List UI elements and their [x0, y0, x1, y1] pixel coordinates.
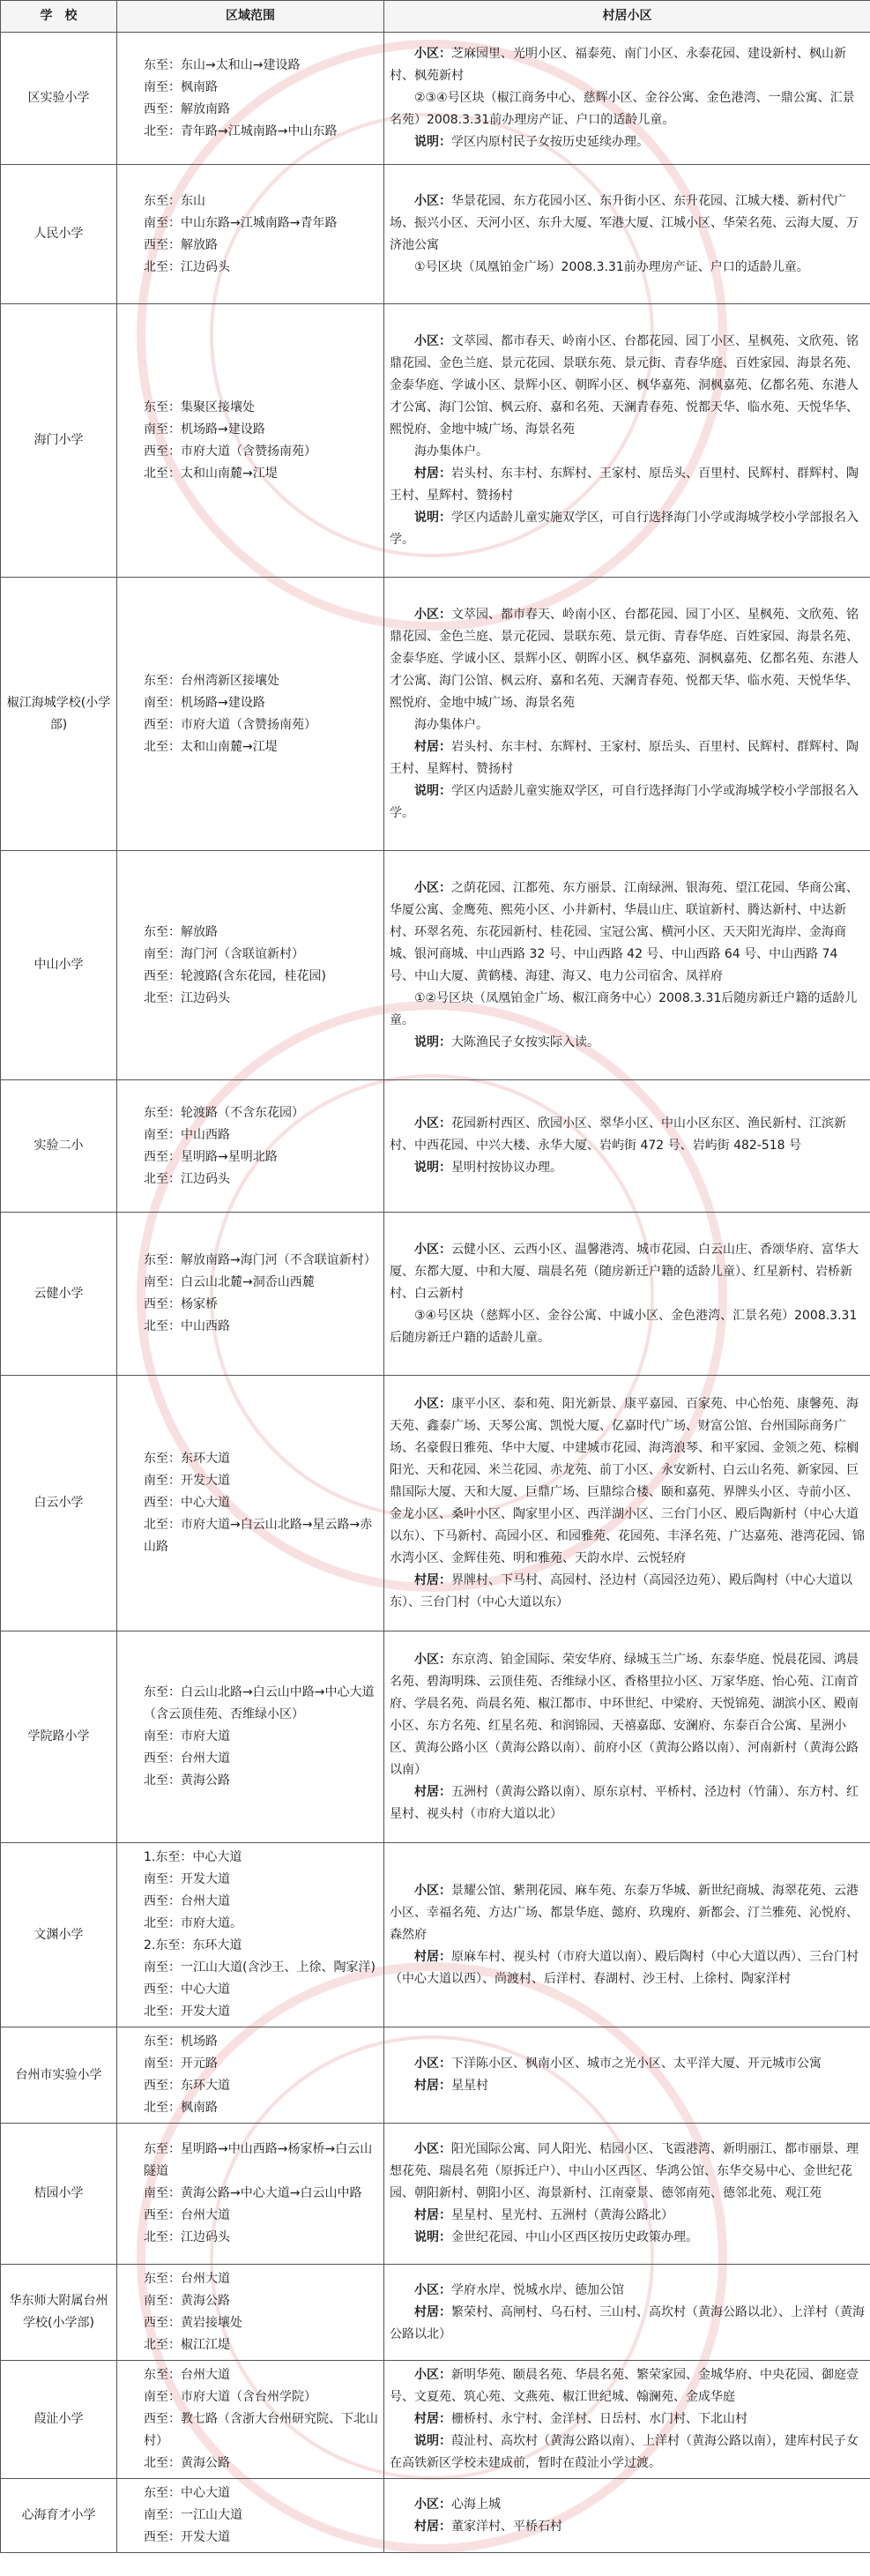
paragraph-text: 学区内适龄儿童实施双学区，可自行选择海门小学或海城学校小学部报名入学。 — [390, 510, 859, 547]
area-line: 北至：江边码头 — [144, 259, 230, 274]
community-list — [384, 2479, 870, 2553]
paragraph-label: 小区： — [414, 1396, 451, 1411]
community-paragraph — [390, 43, 865, 87]
table-row — [1, 2361, 870, 2479]
paragraph-text: 芝麻园里、光明小区、福泰苑、南门小区、永泰花园、建设新村、枫山新村、枫苑新村 — [390, 47, 846, 83]
school-name: 桔园小学 — [1, 2124, 117, 2265]
area-line: 北至：黄海公路 — [144, 1773, 230, 1788]
area-range — [117, 1213, 384, 1376]
area-range — [117, 1843, 384, 2027]
paragraph-label: 村居： — [414, 2208, 451, 2222]
area-range — [117, 165, 384, 304]
area-line: 西至：台州大道 — [144, 1751, 230, 1766]
area-line: 东至：东山→太和山→建设路 — [144, 57, 301, 72]
school-name: 实验二小 — [1, 1080, 117, 1213]
area-line: 西至：台州大道 — [144, 1894, 230, 1908]
area-line: 北至：椒江江堤 — [144, 2338, 230, 2352]
community-paragraph — [390, 87, 865, 131]
paragraph-text: 阳光国际公寓、同人阳光、桔园小区、飞霞港湾、新明丽江、都市丽景、理想花苑、瑞晨名苑（原拆迁户）、中山小区西区、华鸿公馆、东华交易中心、金世纪花园、朝阳新村、朝阳小区、海景新村、江南豪景、德邻南苑、德邻北苑、观江苑 — [390, 2142, 859, 2200]
area-line: 南至：市府大道 — [144, 1729, 230, 1743]
community-paragraph — [390, 1305, 865, 1349]
area-line: 西至：东环大道 — [144, 2079, 230, 2093]
school-name: 区实验小学 — [1, 33, 117, 165]
area-range — [117, 578, 384, 851]
area-line: 西至：星明路→星明北路 — [144, 1149, 278, 1164]
area-range — [117, 851, 384, 1080]
community-list — [384, 578, 870, 851]
paragraph-label: 说明： — [414, 2434, 451, 2448]
community-paragraph — [390, 2430, 865, 2475]
paragraph-text: 景耀公馆、紫荆花园、麻车苑、东泰万华城、新世纪商城、海翠花苑、云港小区、幸福名苑、方达广场、都景华庭、懿府、玖瑰府、新都会、汀兰雅苑、沁悦府、森然府 — [390, 1883, 859, 1942]
area-range — [117, 1631, 384, 1843]
header-community: 村居小区 — [384, 1, 870, 33]
paragraph-text: 金世纪花园、中山小区西区按历史政策办理。 — [451, 2230, 698, 2244]
table-row — [1, 1213, 870, 1376]
paragraph-label: 村居： — [414, 1572, 451, 1587]
community-paragraph — [390, 2053, 865, 2075]
paragraph-text: 花园新村西区、欣园小区、翠华小区、中山小区东区、渔民新村、江滨新村、中西花园、中兴大楼、永华大厦、岩屿街 472 号、岩屿街 482-518 号 — [390, 1116, 846, 1153]
area-line: 南至：一江山大道 — [144, 2508, 242, 2522]
paragraph-text: 五洲村（黄海公路以南）、原东京村、平桥村、泾边村（竹蒲）、东方村、红星村、视头村（市府大道以北） — [390, 1784, 859, 1821]
area-line: 东至：星明路→中山西路→杨家桥→白云山隧道 — [144, 2142, 373, 2178]
area-line: 南至：机场路→建设路 — [144, 422, 265, 437]
area-line: 东至：解放路 — [144, 924, 218, 939]
area-line: 西至：黄岩接壤处 — [144, 2316, 242, 2330]
area-line: 南至：中山西路 — [144, 1127, 230, 1142]
area-line: 西至：市府大道（含赞扬南苑） — [144, 444, 316, 459]
paragraph-text: 海办集体户。 — [414, 717, 488, 732]
area-line: 南至：白云山北麓→洞岙山西麓 — [144, 1275, 315, 1289]
table-row — [1, 851, 870, 1080]
community-paragraph — [390, 988, 865, 1032]
area-line: 北至：江边码头 — [144, 2230, 230, 2244]
paragraph-text: 下洋陈小区、枫南小区、城市之光小区、太平洋大厦、开元城市公寓 — [451, 2057, 822, 2071]
community-paragraph — [390, 1113, 865, 1157]
area-range — [117, 1376, 384, 1631]
table-row — [1, 2265, 870, 2361]
paragraph-label: 村居： — [414, 2412, 451, 2426]
community-paragraph — [390, 190, 865, 257]
community-paragraph — [390, 780, 865, 825]
paragraph-text: 新明华苑、颐晨名苑、华晨名苑、繁荣家园、金城华府、中央花园、御庭壹号、文夏苑、筑心苑、文燕苑、椒江世纪城、翰澜苑、金成华庭 — [390, 2368, 859, 2404]
table-row — [1, 33, 870, 165]
community-paragraph — [390, 714, 865, 736]
paragraph-label: 说明： — [414, 2230, 451, 2244]
community-paragraph — [390, 2302, 865, 2346]
area-line: 西至：解放南路 — [144, 101, 230, 116]
area-line: 东至：轮渡路（不含东花园） — [144, 1105, 304, 1120]
area-line: 北至：江边码头 — [144, 1171, 230, 1186]
area-line: 东至：中心大道 — [144, 2486, 230, 2500]
area-line: 西至：解放路 — [144, 237, 218, 252]
header-area: 区域范围 — [117, 1, 384, 33]
school-name: 心海育才小学 — [1, 2479, 117, 2553]
paragraph-text: 界牌村、下马村、高园村、泾边村（高园泾边苑）、殿后陶村（中心大道以东）、三台门村（中心大道以东） — [390, 1572, 852, 1609]
paragraph-label: 小区： — [414, 880, 451, 895]
paragraph-text: 学府水岸、悦城水岸、德加公馆 — [451, 2282, 624, 2297]
community-paragraph — [390, 1946, 865, 1990]
school-name: 华东师大附属台州学校(小学部) — [1, 2265, 117, 2361]
paragraph-text: 东京湾、铂金国际、荣安华府、绿城玉兰广场、东泰华庭、悦晨花园、鸿晨名苑、碧海明珠、云顶佳苑、否维绿小区、香格里拉小区、万家华庭、怡心苑、江南首府、学晨名苑、尚晨名苑、椒江都市、中环世纪、中梁府、天悦锦苑、湖滨小区、殿南小区、东方名苑、红星名苑、和润锦园、天禧嘉邸、安澜府、东泰百合公寓、星洲小区、黄海公路小区（黄海公路以南）、前府小区（黄海公路以南）、河南新村（黄海公路以南） — [390, 1652, 859, 1777]
paragraph-label: 小区： — [414, 2057, 451, 2071]
table-row — [1, 1080, 870, 1213]
paragraph-text: 华景花园、东方花园小区、东升街小区、东升花园、江城大楼、新村代广场、振兴小区、天河小区、东升大厦、军港大厦、江城小区、华荣名苑、云海大厦、万济池公寓 — [390, 193, 859, 252]
paragraph-label: 说明： — [414, 135, 451, 149]
community-paragraph — [390, 2364, 865, 2408]
community-list — [384, 1213, 870, 1376]
school-name: 文渊小学 — [1, 1843, 117, 2027]
area-line: 北至：太和山南麓→江堤 — [144, 739, 278, 754]
area-range — [117, 2479, 384, 2553]
paragraph-text: ①号区块（凤凰铂金广场）2008.3.31前办理房产证、户口的适龄儿童。 — [414, 259, 809, 274]
community-paragraph — [390, 2494, 865, 2516]
area-line: 2.东至：东环大道 — [144, 1938, 242, 1953]
community-paragraph — [390, 131, 865, 153]
community-paragraph — [390, 463, 865, 507]
community-paragraph — [390, 441, 865, 463]
community-paragraph — [390, 1239, 865, 1305]
table-header-row — [1, 1, 870, 33]
community-paragraph — [390, 2205, 865, 2227]
paragraph-text: 星星村 — [451, 2079, 488, 2093]
paragraph-text: 星星村、星光村、五洲村（黄海公路北） — [451, 2208, 673, 2222]
community-paragraph — [390, 1032, 865, 1054]
community-paragraph — [390, 1880, 865, 1946]
community-paragraph — [390, 507, 865, 551]
paragraph-label: 小区： — [414, 2368, 451, 2382]
community-list — [384, 2265, 870, 2361]
paragraph-label: 村居： — [414, 2079, 451, 2093]
paragraph-label: 小区： — [414, 1116, 451, 1131]
area-line: 北至：市府大道→白云山北路→星云路→赤山路 — [144, 1518, 373, 1554]
school-name: 学院路小学 — [1, 1631, 117, 1843]
area-range — [117, 304, 384, 578]
area-line: 西至：台州大道 — [144, 2208, 230, 2222]
table-row — [1, 2479, 870, 2553]
area-line: 北至：枫南路 — [144, 2101, 218, 2115]
paragraph-text: 岩头村、东丰村、东辉村、王家村、原岳头、百里村、民辉村、群辉村、陶王村、星辉村、赞扬村 — [390, 466, 859, 503]
table-row — [1, 304, 870, 578]
paragraph-text: 葭沚村、高坎村（黄海公路以南）、上洋村（黄海公路以南），建库村民子女在高铁新区学校未建成前，暂时在葭沚小学过渡。 — [390, 2434, 859, 2470]
paragraph-label: 村居： — [414, 1949, 451, 1964]
paragraph-label: 小区： — [414, 2142, 451, 2156]
community-paragraph — [390, 1781, 865, 1826]
area-range — [117, 2124, 384, 2265]
area-range — [117, 2265, 384, 2361]
area-line: 南至：开元路 — [144, 2057, 218, 2071]
community-paragraph — [390, 257, 865, 279]
area-range — [117, 33, 384, 165]
paragraph-label: 小区： — [414, 607, 451, 622]
table-row — [1, 578, 870, 851]
community-list — [384, 851, 870, 1080]
community-list — [384, 1843, 870, 2027]
paragraph-text: 心海上城 — [451, 2497, 501, 2512]
area-line: 南至：市府大道（含台州学院） — [144, 2390, 316, 2404]
area-line: 南至：黄海公路 — [144, 2294, 230, 2308]
community-paragraph — [390, 331, 865, 441]
table-row — [1, 165, 870, 304]
table-row — [1, 2124, 870, 2265]
area-line: 南至：机场路→建设路 — [144, 695, 265, 710]
paragraph-label: 小区： — [414, 193, 451, 208]
area-line: 北至：太和山南麓→江堤 — [144, 466, 278, 481]
paragraph-label: 说明： — [414, 510, 451, 525]
paragraph-text: 康平小区、泰和苑、阳光新景、康平嘉园、百家苑、中心怡苑、康馨苑、海天苑、鑫泰广场、天琴公寓、凯悦大厦、亿嘉时代广场、财富公馆、台州国际商务广场、名豪假日雅苑、华中大厦、中建城市花园、海湾浪琴、和平家园、金领之苑、棕榈阳光、天和花园、米兰花园、赤龙苑、前丁小区、永安新村、白云山名苑、新家园、巨鼎国际大厦、天和大厦、巨鼎广场、巨鼎综合楼、颐和嘉苑、界牌头小区、寺前小区、金龙小区、桑叶小区、陶家里小区、西洋湖小区、三台门小区、殿后陶新村（中心大道以东）、下马新村、高园小区、和园雅苑、花园苑、丰泽名苑、广达嘉苑、港湾花园、锦水湾小区、金辉佳苑、明和雅苑、天韵水岸、云悦轻府 — [390, 1396, 865, 1565]
area-line: 南至：海门河（含联谊新村） — [144, 946, 304, 961]
area-line: 东至：解放南路→海门河（不含联谊新村） — [144, 1253, 376, 1267]
area-line: 东至：东山 — [144, 193, 205, 208]
area-line: 东至：东环大道 — [144, 1452, 230, 1466]
paragraph-label: 村居： — [414, 1784, 451, 1799]
community-list — [384, 2027, 870, 2124]
area-line: 北至：开发大道 — [144, 2005, 230, 2019]
area-line: 南至：一江山大道(含沙王、上徐、陶家洋) — [144, 1960, 376, 1975]
community-paragraph — [390, 2075, 865, 2097]
area-line: 北至：黄海公路 — [144, 2456, 230, 2470]
area-line: 南至：枫南路 — [144, 79, 218, 94]
area-line: 西至：中心大道 — [144, 1496, 230, 1510]
area-range — [117, 1080, 384, 1213]
area-line: 南至：开发大道 — [144, 1872, 230, 1886]
area-line: 西至：教七路（含浙大台州研究院、下北山村） — [144, 2412, 378, 2448]
area-range — [117, 2361, 384, 2479]
paragraph-label: 村居： — [414, 739, 451, 754]
community-paragraph — [390, 2280, 865, 2302]
paragraph-text: 大陈渔民子女按实际入读。 — [451, 1034, 599, 1049]
community-list — [384, 1376, 870, 1631]
paragraph-label: 村居： — [414, 2304, 451, 2319]
school-name: 葭沚小学 — [1, 2361, 117, 2479]
community-list — [384, 1080, 870, 1213]
community-list — [384, 1631, 870, 1843]
paragraph-label: 小区： — [414, 1242, 451, 1257]
community-paragraph — [390, 1649, 865, 1781]
area-line: 东至：台州大道 — [144, 2272, 230, 2286]
paragraph-label: 小区： — [414, 47, 451, 61]
table-body — [1, 33, 870, 2553]
school-name: 中山小学 — [1, 851, 117, 1080]
table-row — [1, 1631, 870, 1843]
paragraph-text: 文萃园、都市春天、岭南小区、台都花园、园丁小区、星枫苑、文欣苑、铭鼎花园、金色兰庭、景元花园、景联东苑、景元街、青春华庭、百姓家园、海景名苑、金泰华庭、学诚小区、景辉小区、朝晖小区、枫华嘉苑、洞枫嘉苑、亿都名苑、东港人才公寓、海门公馆、枫云府、嘉和名苑、天澜青春苑、悦都天华、临水苑、天悦华华、熙悦府、金地中城广场、海景名苑 — [390, 607, 859, 710]
community-paragraph — [390, 2227, 865, 2249]
paragraph-text: 董家洋村、平桥石村 — [451, 2519, 562, 2534]
paragraph-text: 岩头村、东丰村、东辉村、王家村、原岳头、百里村、民辉村、群辉村、陶王村、星辉村、赞扬村 — [390, 739, 859, 776]
paragraph-text: 之荫花园、江都苑、东方丽景、江南绿洲、银海苑、望江花园、华商公寓、华厦公寓、金鹰苑、熙苑小区、小井新村、华晨山庄、联谊新村、腾达新村、中达新村、环翠名苑、东花园新村、桂花园、宝冠公寓、横河小区、天天阳光海岸、金海商城、银河商城、中山西路 32 号、中山西路 42 号、中山西路 64 号、中山西路 74 号、中山大厦、黄鹤楼、海建、海又、电力公司宿舍、凤祥府 — [390, 880, 859, 983]
school-name: 白云小学 — [1, 1376, 117, 1631]
area-line: 北至：江边码头 — [144, 990, 230, 1005]
paragraph-text: 学区内原村民子女按历史延续办理。 — [451, 135, 649, 149]
area-line: 南至：中山东路→江城南路→青年路 — [144, 215, 338, 230]
community-paragraph — [390, 1157, 865, 1179]
area-line: 西至：杨家桥 — [144, 1297, 218, 1311]
paragraph-text: 海办集体户。 — [414, 444, 488, 459]
table-row — [1, 1376, 870, 1631]
school-name: 海门小学 — [1, 304, 117, 578]
area-line: 西至：中心大道 — [144, 1982, 230, 1997]
paragraph-text: ①②号区块（凤凰铂金广场、椒江商务中心）2008.3.31后随房新迁户籍的适龄儿童。 — [390, 990, 858, 1027]
paragraph-label: 说明： — [414, 1161, 451, 1175]
school-name: 人民小学 — [1, 165, 117, 304]
school-name: 台州市实验小学 — [1, 2027, 117, 2124]
area-line: 西至：轮渡路(含东花园，桂花园) — [144, 968, 326, 983]
paragraph-text: 云健小区、云西小区、温馨港湾、城市花园、白云山庄、香颂华府、富华大厦、东都大厦、中和大厦、瑞晨名苑（随房新迁户籍的适龄儿童）、红星新村、岩桥新村、白云新村 — [390, 1242, 859, 1301]
paragraph-label: 村居： — [414, 2519, 451, 2534]
paragraph-label: 说明： — [414, 1034, 451, 1049]
community-paragraph — [390, 2516, 865, 2538]
school-name: 椒江海城学校(小学部) — [1, 578, 117, 851]
area-line: 1.东至：中心大道 — [144, 1850, 242, 1864]
community-list — [384, 2361, 870, 2479]
paragraph-label: 小区： — [414, 2282, 451, 2297]
paragraph-label: 说明： — [414, 783, 451, 798]
paragraph-text: 原麻车村、视头村（市府大道以南）、殿后陶村（中心大道以西）、三台门村（中心大道以西）、尚渡村、后洋村、春湖村、沙王村、上徐村、陶家洋村 — [390, 1949, 859, 1986]
paragraph-text: 文萃园、都市春天、岭南小区、台都花园、园丁小区、星枫苑、文欣苑、铭鼎花园、金色兰庭、景元花园、景联东苑、景元街、青春华庭、百姓家园、海景名苑、金泰华庭、学诚小区、景辉小区、朝晖小区、枫华嘉苑、洞枫嘉苑、亿都名苑、东港人才公寓、海门公馆、枫云府、嘉和名苑、天澜青春苑、悦都天华、临水苑、天悦华华、熙悦府、金地中城广场、海景名苑 — [390, 333, 859, 437]
area-line: 南至：黄海公路→中心大道→白云山中路 — [144, 2186, 362, 2200]
area-line: 南至：开发大道 — [144, 1474, 230, 1488]
community-paragraph — [390, 877, 865, 988]
area-line: 东至：集聚区接壤处 — [144, 399, 255, 414]
community-paragraph — [390, 604, 865, 714]
area-line: 东至：白云山北路→白云山中路→中心大道（含云顶佳苑、否维绿小区） — [144, 1685, 375, 1721]
header-school: 学 校 — [1, 1, 117, 33]
paragraph-text: 学区内适龄儿童实施双学区，可自行选择海门小学或海城学校小学部报名入学。 — [390, 783, 859, 820]
paragraph-label: 小区： — [414, 1883, 451, 1898]
area-line: 东至：机场路 — [144, 2035, 218, 2049]
paragraph-text: ③④号区块（慈辉小区、金谷公寓、中诚小区、金色港湾、汇景名苑）2008.3.31后随房新迁户籍的适龄儿童。 — [390, 1308, 858, 1345]
community-paragraph — [390, 1570, 865, 1614]
community-list — [384, 2124, 870, 2265]
school-name: 云健小学 — [1, 1213, 117, 1376]
paragraph-label: 小区： — [414, 333, 451, 348]
community-paragraph — [390, 736, 865, 780]
paragraph-label: 村居： — [414, 466, 451, 481]
area-line: 东至：台州湾新区接壤处 — [144, 673, 279, 688]
community-paragraph — [390, 1393, 865, 1570]
paragraph-text: 栅桥村、永宁村、金洋村、日岳村、水门村、下北山村 — [451, 2412, 747, 2426]
community-list — [384, 33, 870, 165]
area-line: 东至：台州大道 — [144, 2368, 230, 2382]
paragraph-text: 星明村按协议办理。 — [451, 1161, 562, 1175]
area-range — [117, 2027, 384, 2124]
paragraph-label: 小区： — [414, 1652, 451, 1667]
area-line: 西至：市府大道（含赞扬南苑） — [144, 717, 316, 732]
community-list — [384, 304, 870, 578]
community-paragraph — [390, 2408, 865, 2430]
table-row — [1, 1843, 870, 2027]
paragraph-text: ②③④号区块（椒江商务中心、慈辉小区、金谷公寓、金色港湾、一鼎公寓、汇景名苑）2008.3.31前办理房产证、户口的适龄儿童。 — [390, 91, 855, 127]
area-line: 北至：市府大道。 — [144, 1916, 242, 1930]
paragraph-label: 小区： — [414, 2497, 451, 2512]
community-paragraph — [390, 2139, 865, 2205]
table-row — [1, 2027, 870, 2124]
area-line: 北至：中山西路 — [144, 1319, 230, 1333]
community-list — [384, 165, 870, 304]
paragraph-text: 繁荣村、高闸村、乌石村、三山村、高坎村（黄海公路以北）、上洋村（黄海公路以北） — [390, 2304, 865, 2341]
area-line: 北至：青年路→江城南路→中山东路 — [144, 123, 338, 138]
area-line: 西至：开发大道 — [144, 2530, 230, 2544]
